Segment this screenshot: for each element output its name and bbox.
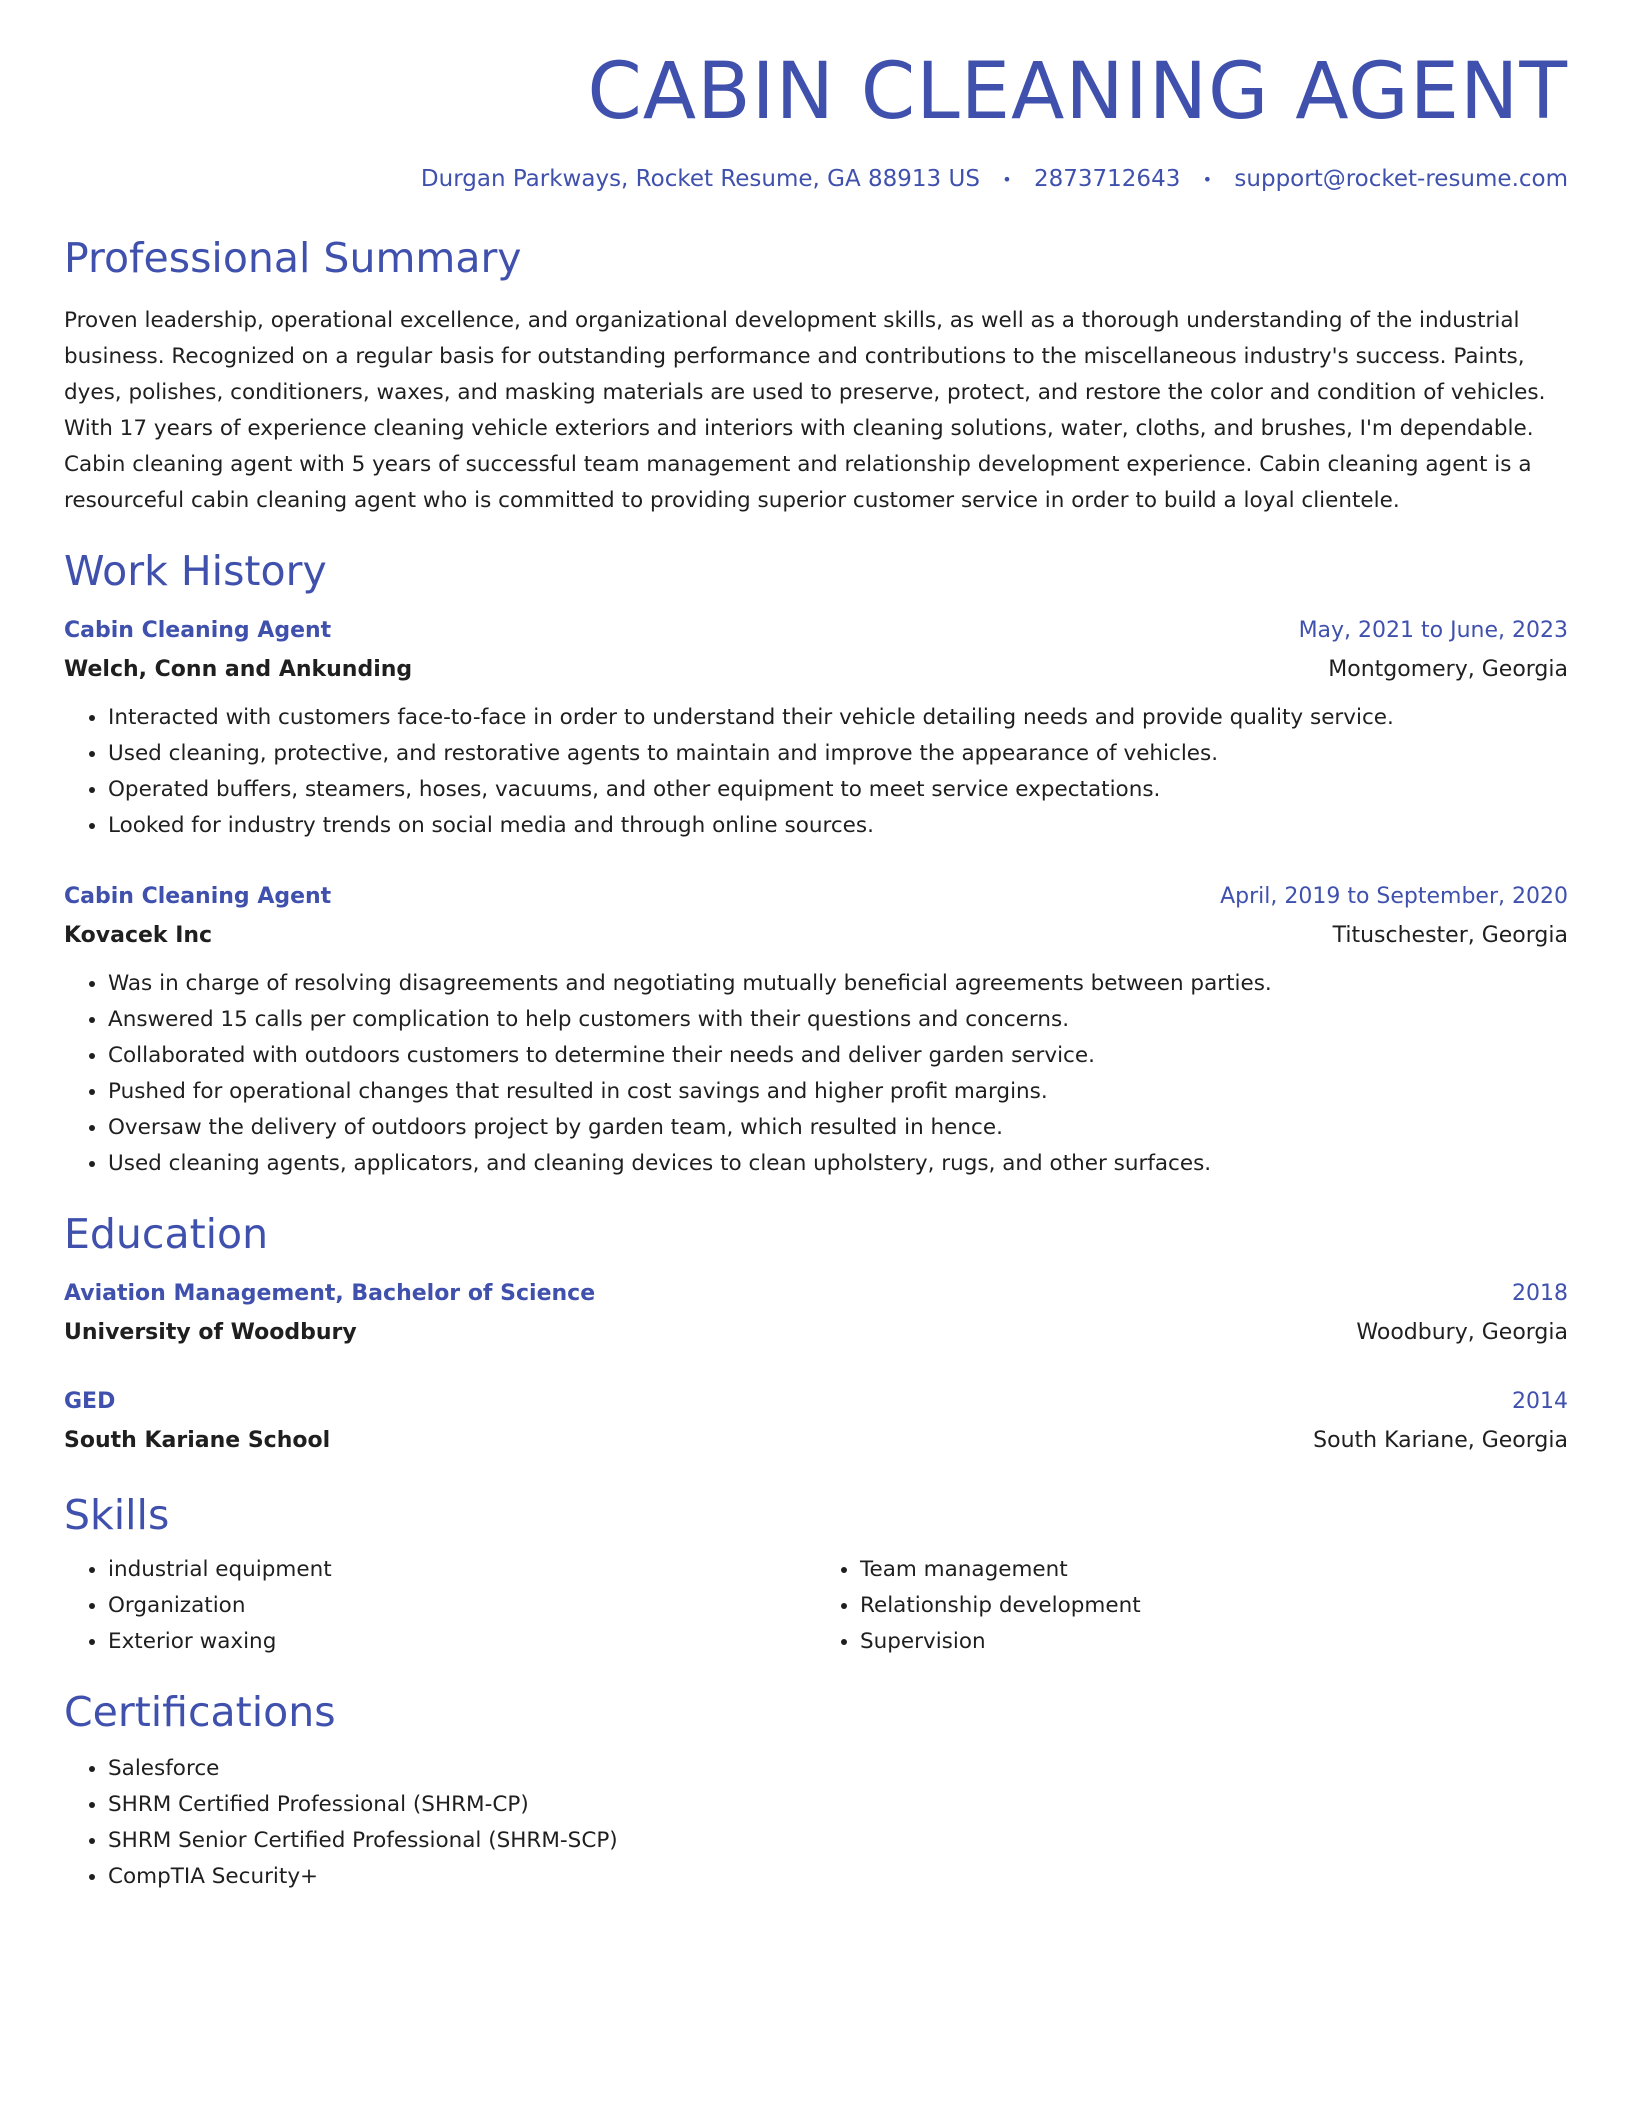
address-text: Durgan Parkways, Rocket Resume, GA 88913 US (420, 165, 980, 192)
contact-line (64, 166, 1568, 192)
list-item: • Oversaw the delivery of outdoors project by garden team, which resulted in hence. (108, 1110, 1568, 1146)
list-item: • Exterior waxing (108, 1624, 816, 1660)
job-location: Montgomery, Georgia (1328, 656, 1568, 682)
school-location: Woodbury, Georgia (1356, 1320, 1568, 1346)
list-item: • SHRM Senior Certified Professional (SHRM-SCP) (108, 1823, 1568, 1859)
list-item: • Was in charge of resolving disagreements and negotiating mutually beneficial agreements between parties. (108, 966, 1568, 1002)
education-entry (64, 1281, 1568, 1345)
school-name: University of Woodbury (64, 1320, 357, 1346)
job-role: Cabin Cleaning Agent (64, 883, 332, 909)
list-item: • Team management (860, 1552, 1568, 1588)
skills-columns (64, 1552, 1568, 1660)
job-company: Kovacek Inc (64, 922, 213, 948)
education-heading: Education (64, 1209, 269, 1258)
list-item: • Relationship development (860, 1588, 1568, 1624)
job-role: Cabin Cleaning Agent (64, 617, 332, 643)
resume-header (64, 0, 1568, 192)
list-item: • CompTIA Security+ (108, 1859, 1568, 1895)
job-company: Welch, Conn and Ankunding (64, 656, 413, 682)
job-location: Tituschester, Georgia (1332, 922, 1568, 948)
job-entry (64, 618, 1568, 844)
school-name: South Kariane School (64, 1428, 331, 1454)
list-item: • Pushed for operational changes that resulted in cost savings and higher profit margins. (108, 1074, 1568, 1110)
degree-year: 2018 (1512, 1281, 1568, 1307)
school-location: South Kariane, Georgia (1313, 1428, 1568, 1454)
degree-name: Aviation Management, Bachelor of Science (64, 1281, 596, 1307)
list-item: • SHRM Certified Professional (SHRM-CP) (108, 1787, 1568, 1823)
list-item: • Collaborated with outdoors customers to determine their needs and deliver garden service. (108, 1038, 1568, 1074)
summary-heading: Professional Summary (64, 233, 522, 282)
separator-dot: • (1002, 169, 1012, 189)
education-entry (64, 1389, 1568, 1453)
job-dates: May, 2021 to June, 2023 (1298, 617, 1568, 643)
summary-text: Proven leadership, operational excellence, and organizational development skills, as well as a thorough understanding of the industrial business. Recognized on a regular basis for outstanding performance and contributions to the miscellaneous industry's success. Paints, dyes, polishes, conditioners, waxes, and masking materials are used to preserve, protect, and restore the color and condition of vehicles. With 17 years of experience cleaning vehicle exteriors and interiors with cleaning solutions, water, cloths, and brushes, I'm dependable. Cabin cleaning agent with 5 years of successful team management and relationship development experience. Cabin cleaning agent is a resourceful cabin cleaning agent who is committed to providing superior customer service in order to build a loyal clientele. (64, 307, 1546, 513)
candidate-title: CABIN CLEANING AGENT (587, 47, 1568, 137)
degree-name: GED (64, 1389, 116, 1415)
list-item: • Looked for industry trends on social media and through online sources. (108, 808, 1568, 844)
list-item: • Interacted with customers face-to-face in order to understand their vehicle detailing needs and provide quality service. (108, 700, 1568, 736)
email-link[interactable]: support@rocket-resume.com (1234, 165, 1568, 192)
separator-dot: • (1202, 169, 1213, 189)
skills-list-left (64, 1552, 816, 1660)
job-dates: April, 2019 to September, 2020 (1220, 883, 1568, 909)
phone-text[interactable]: 2873712643 (1034, 165, 1181, 192)
list-item: • Used cleaning, protective, and restorative agents to maintain and improve the appearance of vehicles. (108, 736, 1568, 772)
job-entry (64, 884, 1568, 1182)
list-item: • Salesforce (108, 1751, 1568, 1787)
list-item: • industrial equipment (108, 1552, 816, 1588)
list-item: • Organization (108, 1588, 816, 1624)
list-item: • Used cleaning agents, applicators, and cleaning devices to clean upholstery, rugs, and other surfaces. (108, 1146, 1568, 1182)
job-bullets (64, 700, 1568, 844)
degree-year: 2014 (1512, 1389, 1568, 1415)
job-bullets (64, 966, 1568, 1182)
certifications-heading: Certifications (64, 1688, 336, 1737)
skills-list-right (816, 1552, 1568, 1660)
certifications-list (64, 1751, 1568, 1895)
skills-heading: Skills (64, 1491, 170, 1540)
work-history-heading: Work History (64, 546, 327, 595)
list-item: • Answered 15 calls per complication to help customers with their questions and concerns. (108, 1002, 1568, 1038)
list-item: • Supervision (860, 1624, 1568, 1660)
list-item: • Operated buffers, steamers, hoses, vacuums, and other equipment to meet service expectations. (108, 772, 1568, 808)
